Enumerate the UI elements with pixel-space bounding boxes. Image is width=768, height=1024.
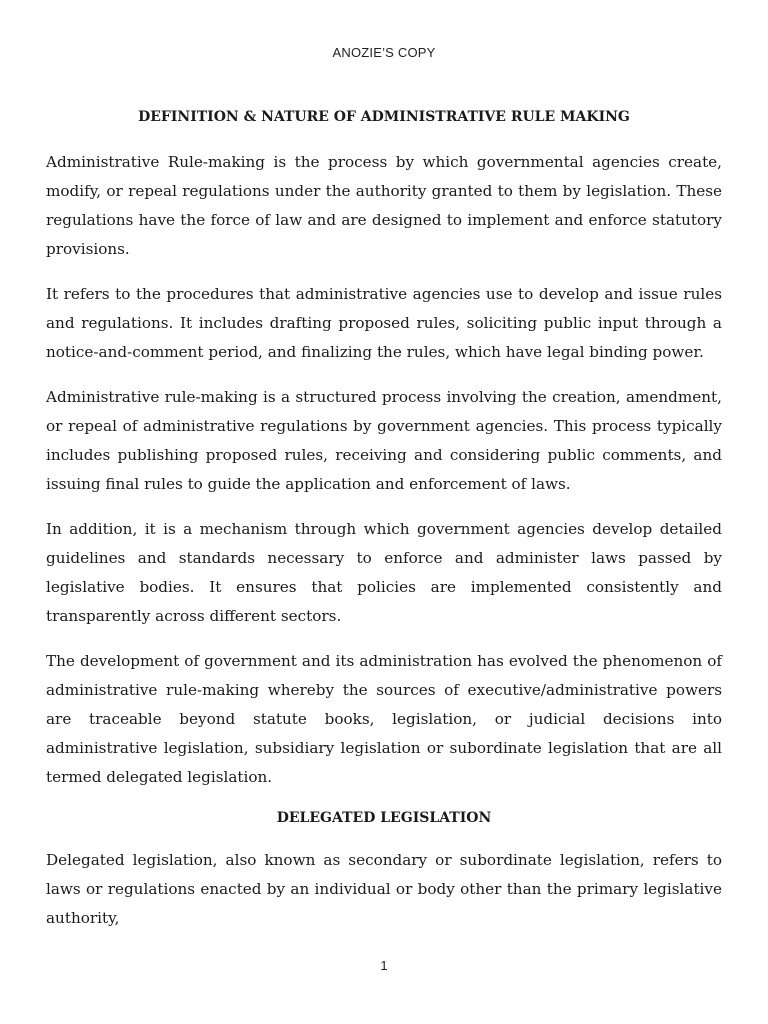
running-head: ANOZIE’S COPY <box>332 45 436 60</box>
paragraph: In addition, it is a mechanism through which government agencies develop detailed guidelines and standards necessary to enforce and administer laws passed by legislative bodies. It ensures that policies are implemented consistently and transparently across different sectors. <box>46 520 722 625</box>
paragraph: Administrative Rule-making is the process by which governmental agencies create, modify, or repeal regulations under the authority granted to them by legislation. These regulations have the force of law and are designed to implement and enforce statutory provisions. <box>46 153 722 258</box>
paragraph: Administrative rule-making is a structured process involving the creation, amendment, or repeal of administrative regulations by government agencies. This process typically includes publishing proposed rules, receiving and considering public comments, and issuing final rules to guide the application and enforcement of laws. <box>46 388 722 493</box>
paragraph: The development of government and its administration has evolved the phenomenon of administrative rule-making whereby the sources of executive/administrative powers are traceable beyond statute books, legislation, or judicial decisions into administrative legislation, subsidiary legislation or subordinate legislation that are all termed delegated legislation. <box>46 652 722 786</box>
section-title-definition: DEFINITION & NATURE OF ADMINISTRATIVE RULE MAKING <box>138 109 630 125</box>
paragraph: Delegated legislation, also known as secondary or subordinate legislation, refers to laws or regulations enacted by an individual or body other than the primary legislative authority, <box>46 851 722 927</box>
document-body <box>46 148 722 949</box>
section-title-delegated-legislation: DELEGATED LEGISLATION <box>276 810 492 826</box>
page-number: 1 <box>380 958 388 973</box>
paragraph: It refers to the procedures that administrative agencies use to develop and issue rules and regulations. It includes drafting proposed rules, soliciting public input through a notice-and-comment period, and finalizing the rules, which have legal binding power. <box>46 285 722 361</box>
